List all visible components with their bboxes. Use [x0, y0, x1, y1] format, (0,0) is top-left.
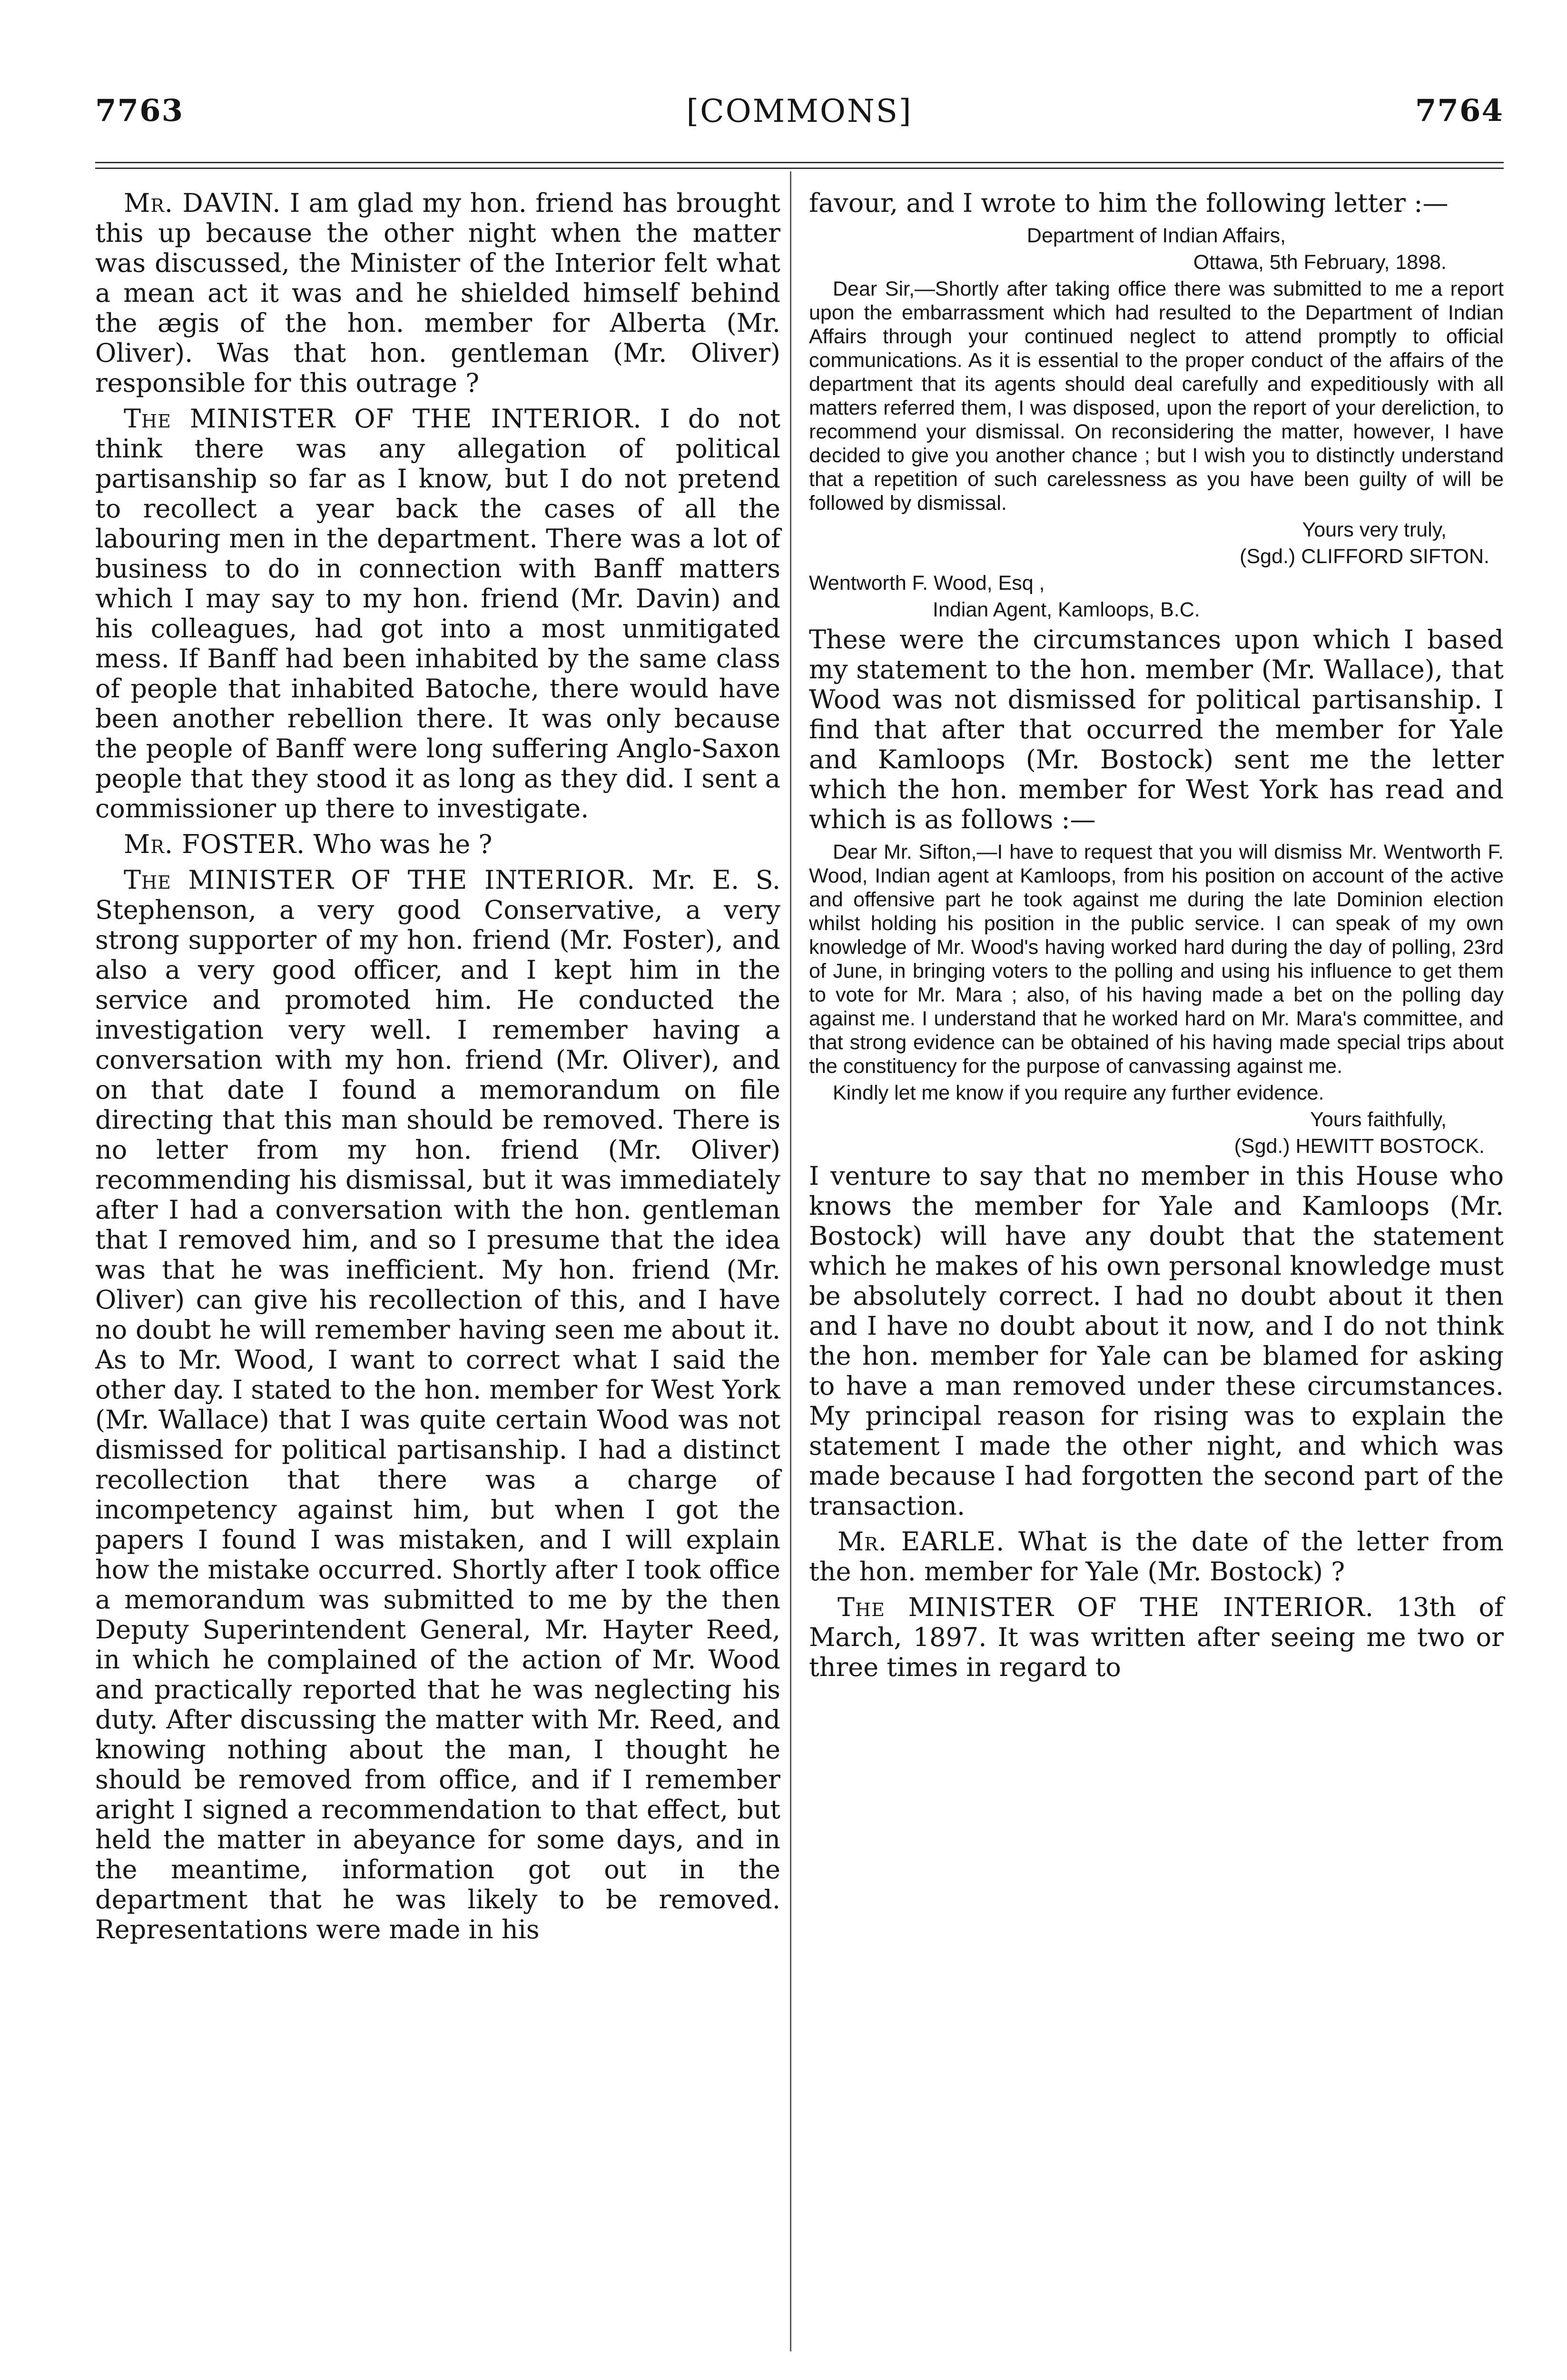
speaker-name: Mr. FOSTER. — [124, 829, 306, 859]
letter-addressee: Wentworth F. Wood, Esq , — [809, 572, 1045, 595]
paragraph — [95, 404, 780, 823]
letter-body: Kindly let me know if you require any further evidence. — [833, 1081, 1324, 1104]
quoted-letter-sifton — [809, 224, 1504, 622]
paragraph — [809, 1592, 1504, 1682]
page-number-right: 7764 — [1415, 93, 1504, 129]
letter-body: Dear Mr. Sifton,—I have to request that you will dismiss Mr. Wentworth F. Wood, Indian agent at Kamloops, from his position on account of the active and offensive part he took against me during the late Dominion election whilst holding his position in the public service. I can speak of my own knowledge of Mr. Wood's having worked hard during the day of polling, 23rd of June, in bringing voters to the polling and using his influence to get them to vote for Mr. Mara ; also, of his having made a bet on the polling day against me. I understand that he worked hard on Mr. Mara's committee, and that strong evidence can be obtained of his having made special trips about the constituency for the purpose of canvassing against me. — [809, 841, 1504, 1078]
running-title: [COMMONS] — [686, 93, 913, 129]
letter-signature: (Sgd.) HEWITT BOSTOCK. — [1234, 1135, 1485, 1158]
paragraph: These were the circumstances upon which I based my statement to the hon. member (Mr. Wallace), that Wood was not dismissed for political partisanship. I find that after that occurred the member for Yale and Kamloops (Mr. Bostock) sent me the letter which the hon. member for West York has read and which is as follows :— — [809, 625, 1504, 834]
header-rule — [95, 162, 1504, 163]
paragraph — [95, 865, 780, 1944]
paragraph — [95, 829, 780, 859]
speaker-name: The MINISTER OF THE INTERIOR. — [838, 1592, 1374, 1622]
paragraph-text: What is the date of the letter from the hon. member for Yale (Mr. Bostock) ? — [809, 1527, 1504, 1587]
right-column — [809, 188, 1504, 1688]
letter-signature: (Sgd.) CLIFFORD SIFTON. — [1240, 545, 1489, 568]
paragraph: I venture to say that no member in this House who knows the member for Yale and Kamloops (Mr. Bostock) will have any doubt that the statement which he makes of his own personal knowledge must be absolutely correct. I had no doubt about it then and I have no doubt about it now, and I do not think the hon. member for Yale can be blamed for asking to have a man removed under these circumstances. My principal reason for rising was to explain the statement I made the other night, and which was made because I had forgotten the second part of the transaction. — [809, 1161, 1504, 1521]
speaker-name: The MINISTER OF THE INTERIOR. — [124, 865, 635, 895]
paragraph-text: Who was he ? — [313, 829, 493, 859]
letter-addressee-line2: Indian Agent, Kamloops, B.C. — [933, 598, 1200, 621]
header-rule-double — [95, 168, 1504, 169]
letter-department: Department of Indian Affairs, — [1026, 224, 1286, 247]
paragraph — [95, 188, 780, 398]
left-column — [95, 188, 780, 1950]
letter-closing: Yours very truly, — [1302, 518, 1447, 541]
paragraph-text: Mr. E. S. Stephenson, a very good Conservative, a very strong supporter of my hon. friend (Mr. Foster), and also a very good officer, and I kept him in the service and promoted him. He conducted the investigation very well. I remember having a conversation with my hon. friend (Mr. Oliver), and on that date I found a memorandum on file directing that this man should be removed. There is no letter from my hon. friend (Mr. Oliver) recommending his dismissal, but it was immediately after I had a conversation with the hon. gentleman that I removed him, and so I presume that the idea was that he was inefficient. My hon. friend (Mr. Oliver) can give his recollection of this, and I have no doubt he will remember having seen me about it. As to Mr. Wood, I want to correct what I said the other day. I stated to the hon. member for West York (Mr. Wallace) that I was quite certain Wood was not dismissed for political partisanship. I had a distinct recollection that there was a charge of incompetency against him, but when I got the papers I found I was mistaken, and I will explain how the mistake occurred. Shortly after I took office a memorandum was submitted to me by the then Deputy Superintendent General, Mr. Hayter Reed, in which he complained of the action of Mr. Wood and practically reported that he was neglecting his duty. After discussing the matter with Mr. Reed, and knowing nothing about the man, I thought he should be removed from office, and if I remember aright I signed a recommendation to that effect, but held the matter in abeyance for some days, and in the meantime, information got out in the department that he was likely to be removed. Representations were made in his — [95, 865, 780, 1944]
paragraph-text: I am glad my hon. friend has brought this up because the other night when the matter was discussed, the Minister of the Interior felt what a mean act it was and he shielded himself behind the ægis of the hon. member for Alberta (Mr. Oliver). Was that hon. gentleman (Mr. Oliver) responsible for this outrage ? — [95, 188, 781, 398]
column-separator — [790, 171, 791, 2351]
paragraph: favour, and I wrote to him the following letter :— — [809, 188, 1449, 218]
paragraph — [809, 1527, 1504, 1587]
letter-body: Dear Sir,—Shortly after taking office there was submitted to me a report upon the embarrassment which had resulted to the Department of Indian Affairs through your continued neglect to attend promptly to official communications. As it is essential to the proper conduct of the affairs of the department that its agents should deal carefully and expeditiously with all matters referred them, I was disposed, upon the report of your dereliction, to recommend your dismissal. On reconsidering the matter, however, I have decided to give you another chance ; but I wish you to distinctly understand that a repetition of such carelessness as you have been guilty of will be followed by dismissal. — [809, 278, 1504, 515]
paragraph-text: I do not think there was any allegation of political partisanship so far as I know, but I do not pretend to recollect a year back the cases of all the labouring men in the department. There was a lot of business to do in connection with Banff matters which I may say to my hon. friend (Mr. Davin) and his colleagues, had got into a most unmitigated mess. If Banff had been inhabited by the same class of people that inhabited Batoche, there would have been another rebellion there. It was only because the people of Banff were long suffering Anglo-Saxon people that they stood it as long as they did. I sent a commissioner up there to investigate. — [95, 404, 781, 823]
page-number-left: 7763 — [95, 93, 184, 129]
page-header — [95, 93, 1504, 145]
speaker-name: The MINISTER OF THE INTERIOR. — [124, 404, 642, 434]
letter-closing: Yours faithfully, — [1310, 1108, 1447, 1131]
speaker-name: Mr. EARLE. — [838, 1527, 1005, 1557]
speaker-name: Mr. DAVIN. — [124, 188, 281, 218]
quoted-letter-bostock — [809, 840, 1504, 1158]
letter-date: Ottawa, 5th February, 1898. — [1193, 251, 1447, 274]
paragraph-text: 13th of March, 1897. It was written after seeing me two or three times in regard to — [809, 1592, 1504, 1682]
